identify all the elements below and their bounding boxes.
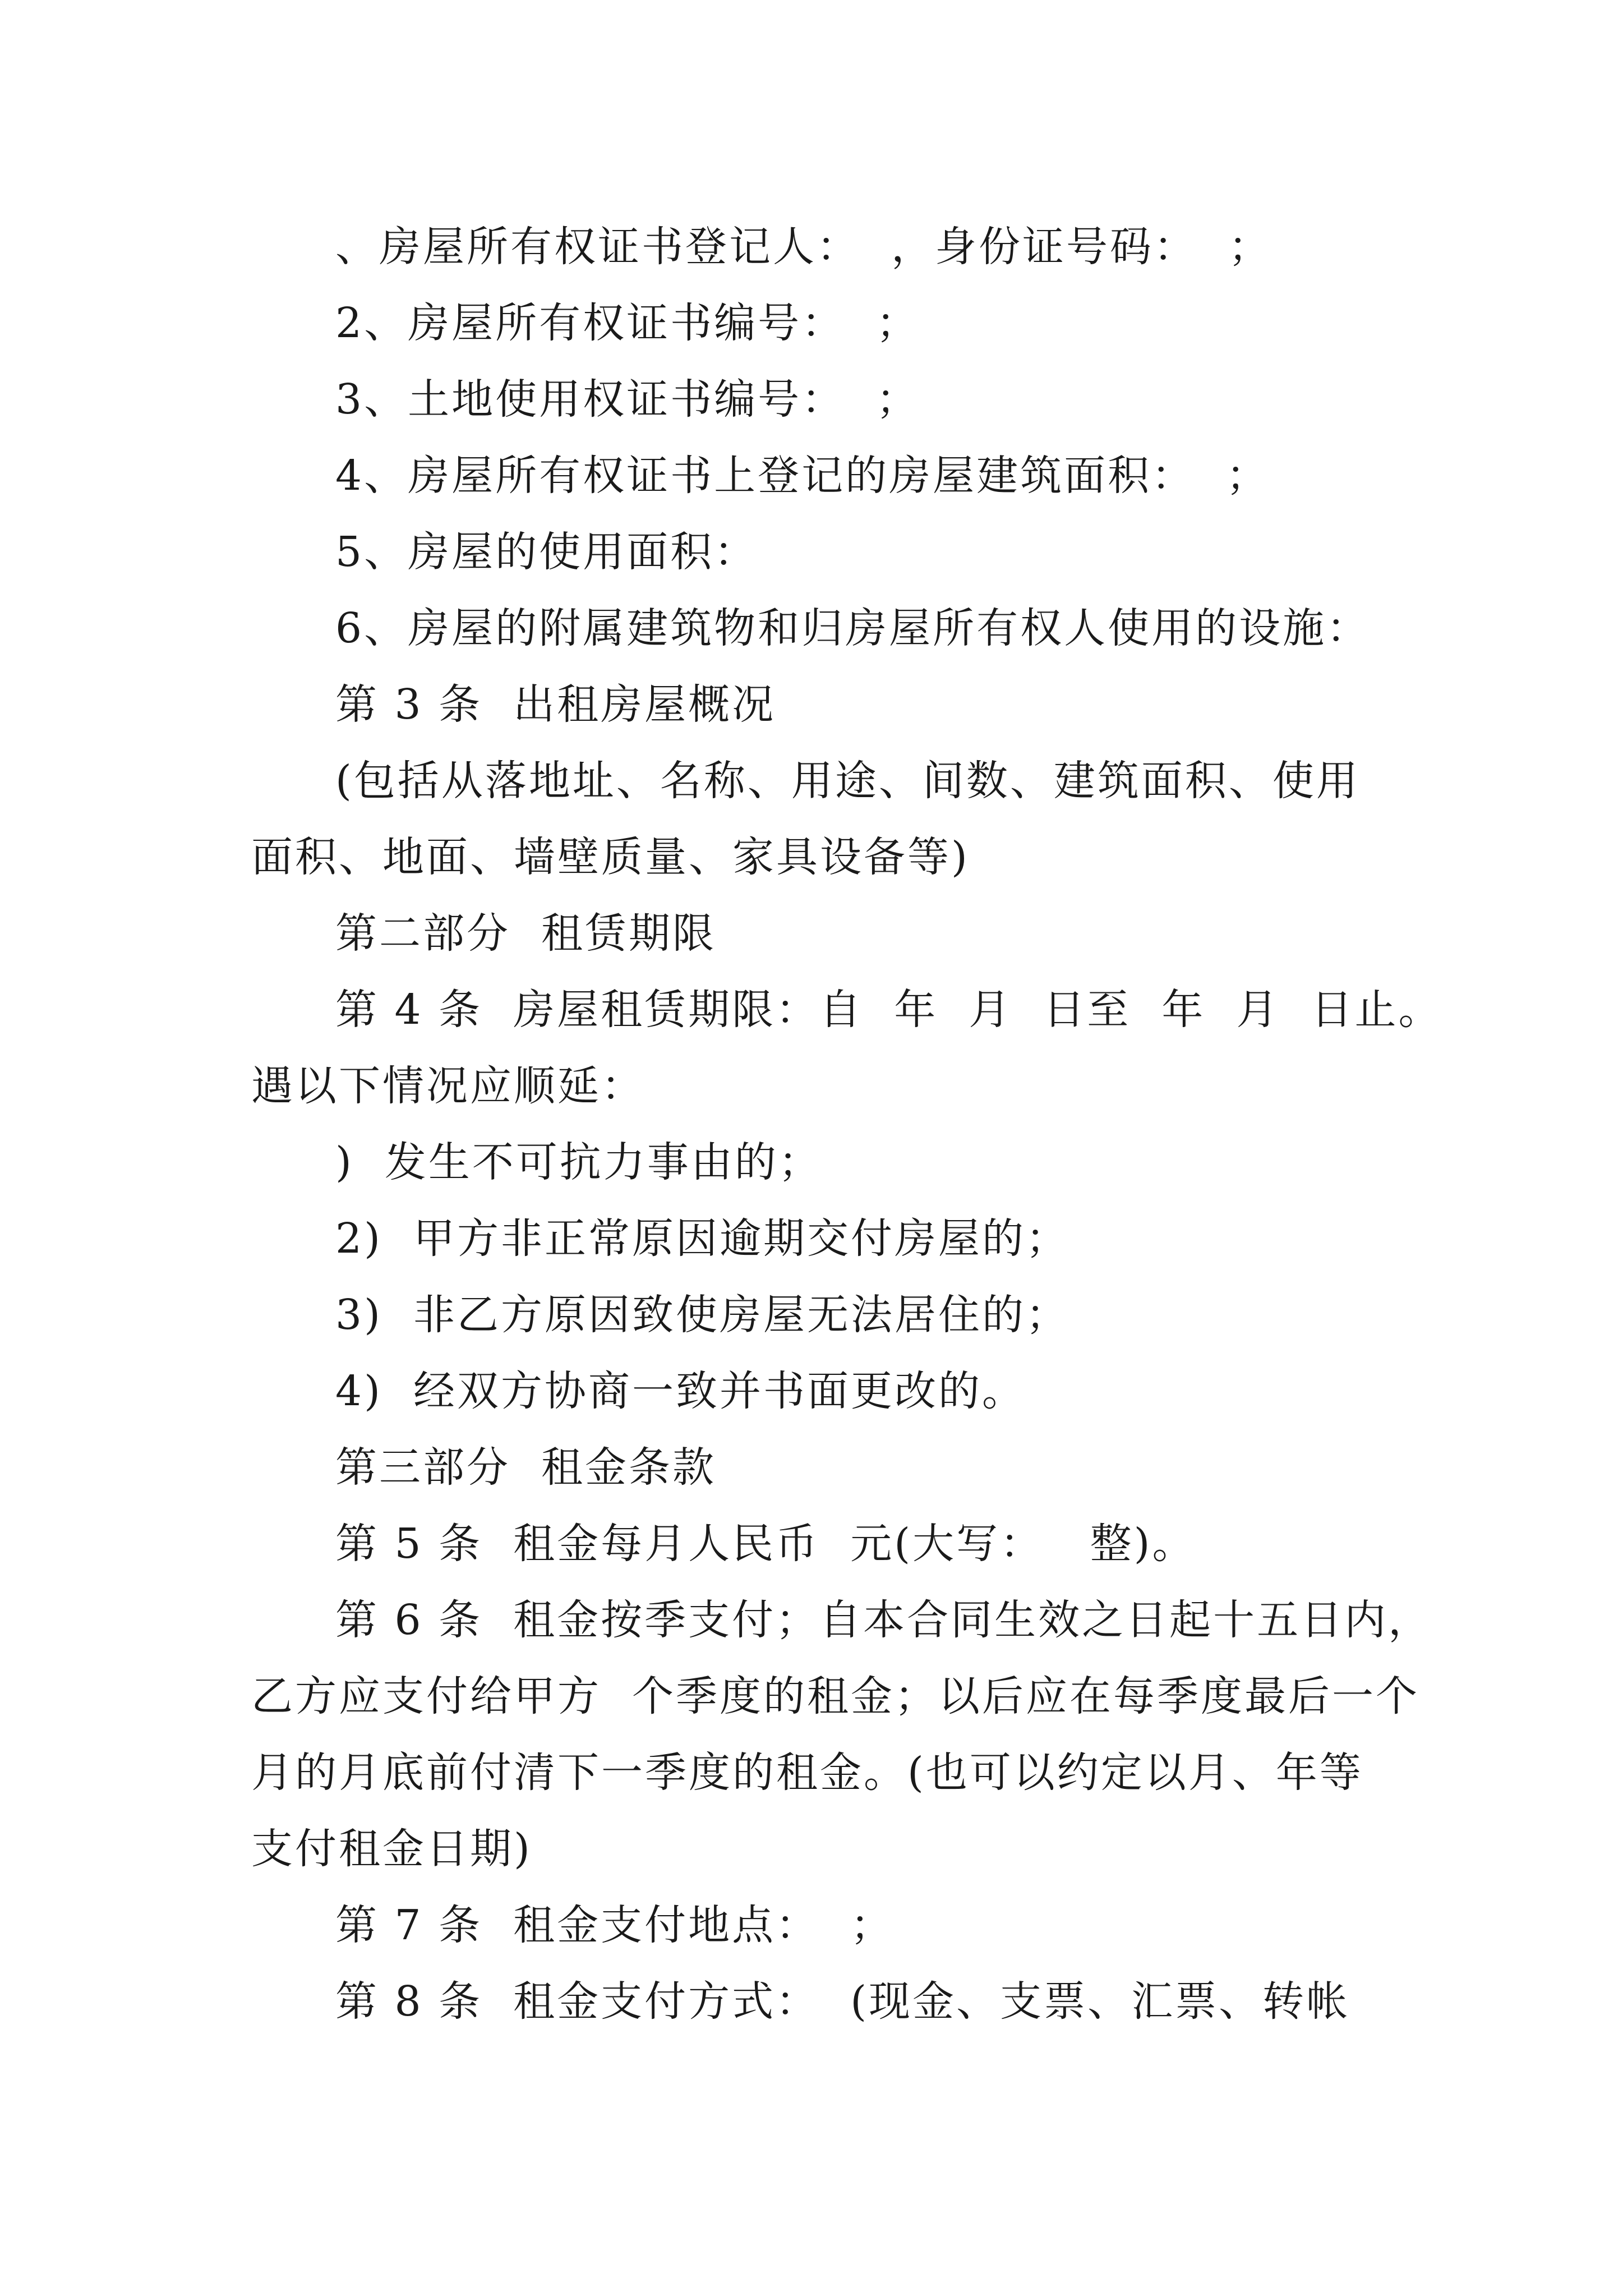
line-ancillary-facilities: 6、房屋的附属建筑物和归房屋所有权人使用的设施： — [335, 604, 1371, 652]
line-building-area: 4、房屋所有权证书上登记的房屋建筑面积： ； — [335, 452, 1270, 500]
list-item-4: 4) 经双方协商一致并书面更改的。 — [335, 1367, 1026, 1415]
list-item-1: ) 发生不可抗力事由的； — [335, 1138, 822, 1186]
line-article-6-cont-2: 月的月底前付清下一季度的租金。(也可以约定以月、年等 — [251, 1749, 1363, 1797]
heading-article-7: 第 7 条 租金支付地点： ； — [335, 1901, 895, 1949]
line-owner-registrant: 、房屋所有权证书登记人： ，身份证号码： ； — [335, 223, 1272, 271]
list-item-3: 3) 非乙方原因致使房屋无法居住的； — [335, 1291, 1069, 1339]
heading-part-3: 第三部分 租金条款 — [335, 1443, 717, 1492]
heading-article-8: 第 8 条 租金支付方式： (现金、支票、汇票、转帐 — [335, 1977, 1350, 2026]
line-article-3-desc-2: 面积、地面、墙壁质量、家具设备等) — [251, 833, 970, 881]
line-usable-area: 5、房屋的使用面积： — [335, 528, 758, 576]
heading-article-3: 第 3 条 出租房屋概况 — [335, 680, 776, 729]
line-article-6-cont-1: 乙方应支付给甲方 个季度的租金；以后应在每季度最后一个 — [251, 1672, 1420, 1720]
line-certificate-number: 2、房屋所有权证书编号： ； — [335, 299, 920, 347]
heading-part-2: 第二部分 租赁期限 — [335, 909, 717, 958]
line-article-3-desc-1: (包括从落地址、名称、用途、间数、建筑面积、使用 — [335, 757, 1360, 805]
list-item-2: 2) 甲方非正常原因逾期交付房屋的； — [335, 1214, 1069, 1263]
line-land-certificate-number: 3、土地使用权证书编号： ； — [335, 375, 920, 424]
line-article-4-cont: 遇以下情况应顺延： — [251, 1062, 645, 1110]
heading-article-4: 第 4 条 房屋租赁期限：自 年 月 日至 年 月 日止。 — [335, 986, 1442, 1034]
line-article-6-cont-3: 支付租金日期) — [251, 1825, 532, 1873]
document-body — [251, 209, 1442, 2040]
heading-article-5: 第 5 条 租金每月人民币 元(大写： 整)。 — [335, 1520, 1196, 1568]
heading-article-6: 第 6 条 租金按季支付；自本合同生效之日起十五日内， — [335, 1596, 1432, 1644]
